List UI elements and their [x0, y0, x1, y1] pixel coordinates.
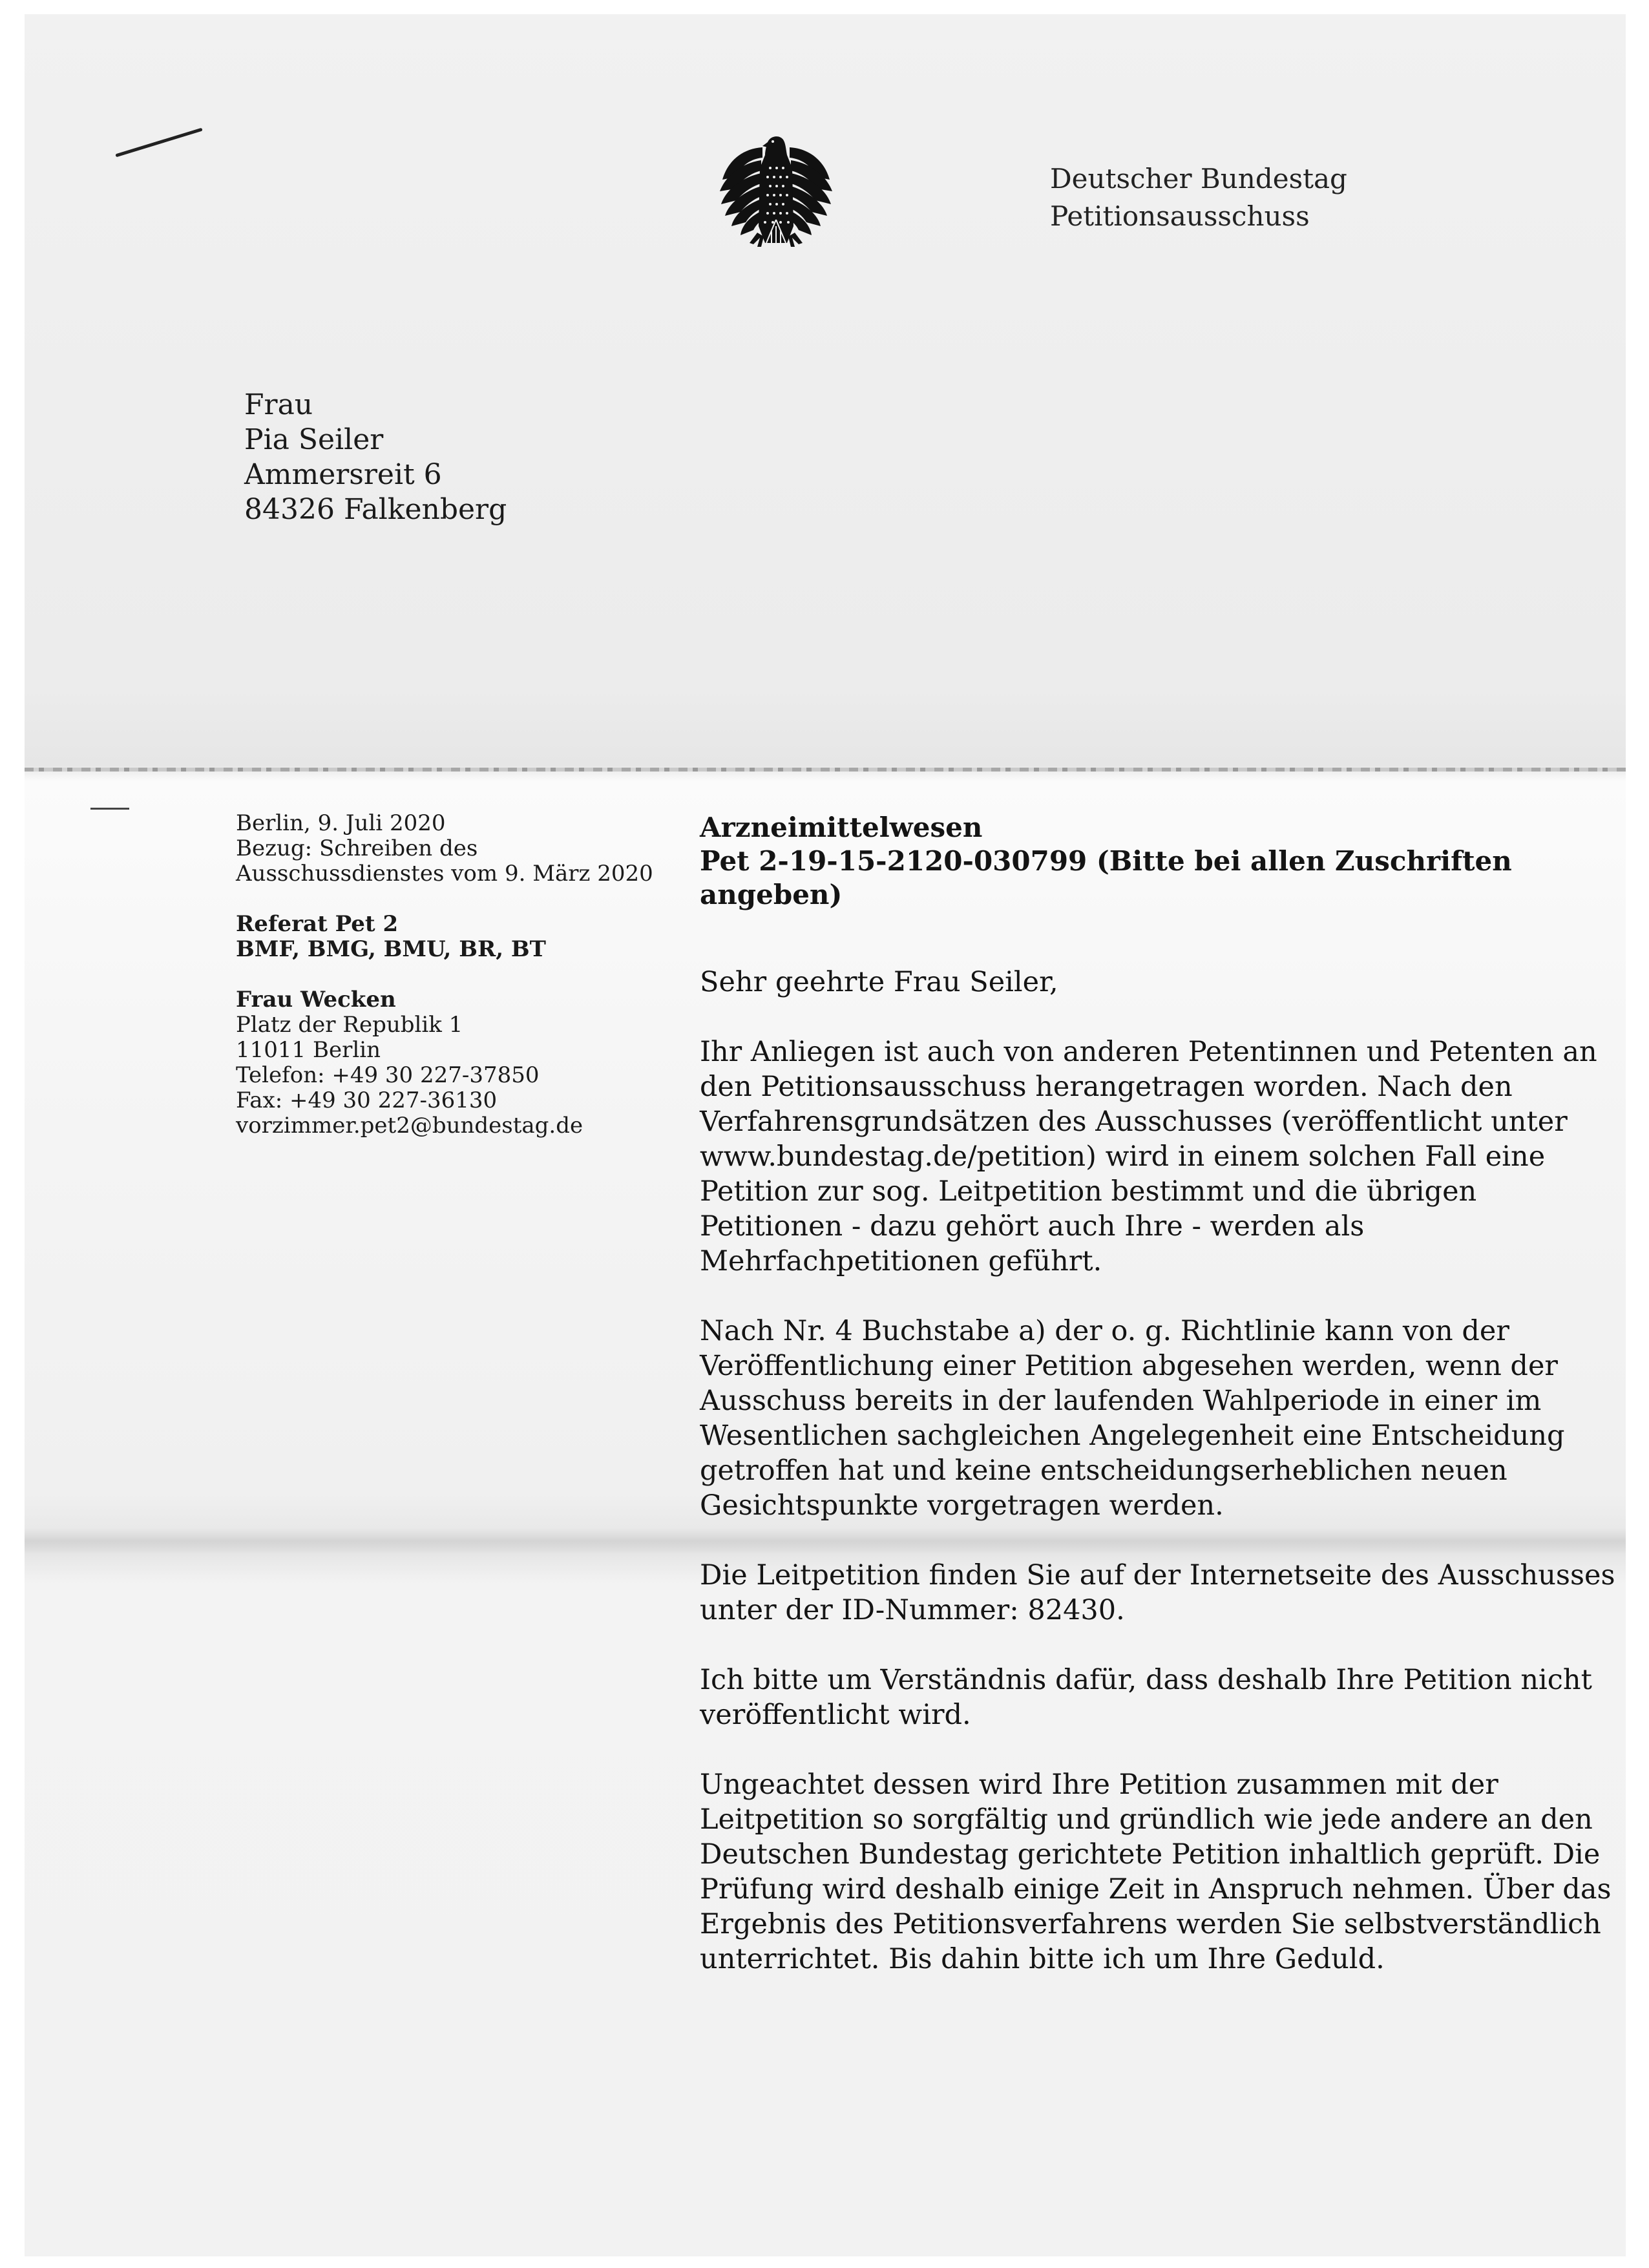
- contact-name: Frau Wecken: [236, 987, 396, 1013]
- paragraph-line: Prüfung wird deshalb einige Zeit in Anspruch nehmen. Über das: [700, 1873, 1612, 1906]
- paragraph-line: unter der ID-Nummer: 82430.: [700, 1594, 1125, 1626]
- fold-margin-mark: [90, 808, 129, 810]
- petition-reference-number: Pet 2-19-15-2120-030799 (Bitte bei allen Zuschriften angeben): [700, 845, 1512, 910]
- contact-fax: Fax: +49 30 227-36130: [236, 1087, 498, 1113]
- sender-info-column: [236, 811, 682, 1139]
- letterhead-organization-block: [1050, 160, 1347, 235]
- contact-city: 11011 Berlin: [236, 1037, 381, 1063]
- paragraph-line: Leitpetition so sorgfältig und gründlich wie jede andere an den: [700, 1803, 1593, 1836]
- paragraph-line: den Petitionsausschuss herangetragen worden. Nach den: [700, 1071, 1513, 1103]
- paragraph-line: getroffen hat und keine entscheidungserheblichen neuen: [700, 1454, 1507, 1487]
- paragraph-line: Ihr Anliegen ist auch von anderen Petentinnen und Petenten an: [700, 1036, 1597, 1068]
- paragraph-line: Deutschen Bundestag gerichtete Petition inhaltlich geprüft. Die: [700, 1838, 1601, 1871]
- reference-line: Bezug: Schreiben des: [236, 835, 478, 861]
- letter-paragraph: [700, 1767, 1612, 1977]
- paragraph-line: Die Leitpetition finden Sie auf der Internetseite des Ausschusses: [700, 1559, 1615, 1591]
- recipient-line: Ammersreit 6: [244, 458, 442, 491]
- paragraph-line: unterrichtet. Bis dahin bitte ich um Ihre Geduld.: [700, 1943, 1385, 1975]
- recipient-line: 84326 Falkenberg: [244, 493, 507, 526]
- paragraph-line: Petition zur sog. Leitpetition bestimmt und die übrigen: [700, 1175, 1477, 1208]
- recipient-line: Pia Seiler: [244, 423, 384, 456]
- paragraph-line: Ungeachtet dessen wird Ihre Petition zusammen mit der: [700, 1769, 1498, 1801]
- paragraph-line: Petitionen - dazu gehört auch Ihre - werden als: [700, 1210, 1365, 1243]
- recipient-line: Frau: [244, 388, 313, 421]
- paragraph-line: Verfahrensgrundsätzen des Ausschusses (veröffentlicht unter: [700, 1106, 1568, 1138]
- reference-line: Ausschussdienstes vom 9. März 2020: [236, 861, 653, 887]
- letter-date: Berlin, 9. Juli 2020: [236, 810, 446, 836]
- paragraph-line: Ich bitte um Verständnis dafür, dass deshalb Ihre Petition nicht: [700, 1664, 1592, 1696]
- letter-paragraph: [700, 1558, 1615, 1628]
- letter-paragraph: [700, 1663, 1604, 1732]
- contact-address: Platz der Republik 1: [236, 1012, 463, 1038]
- department-name: Petitionsausschuss: [1050, 200, 1310, 232]
- paragraph-line: Veröffentlichung einer Petition abgesehen werden, wenn der: [700, 1350, 1558, 1382]
- recipient-address: [244, 388, 507, 527]
- letter-paragraph: [700, 1034, 1604, 1279]
- department-line: BMF, BMG, BMU, BR, BT: [236, 936, 546, 962]
- paragraph-line: Nach Nr. 4 Buchstabe a) der o. g. Richtlinie kann von der: [700, 1315, 1509, 1347]
- letter-body: [700, 811, 1615, 2011]
- department-line: Referat Pet 2: [236, 911, 399, 937]
- bundesadler-eagle-icon: [703, 129, 849, 252]
- letter-paragraph: [700, 1314, 1604, 1523]
- paragraph-line: Ausschuss bereits in der laufenden Wahlperiode in einer im: [700, 1385, 1542, 1417]
- letter-paragraphs: [700, 1034, 1615, 1977]
- paragraph-line: Wesentlichen sachgleichen Angelegenheit eine Entscheidung: [700, 1420, 1565, 1452]
- paragraph-line: Ergebnis des Petitionsverfahrens werden Sie selbstverständlich: [700, 1908, 1601, 1940]
- salutation: Sehr geehrte Frau Seiler,: [700, 966, 1058, 998]
- organization-name: Deutscher Bundestag: [1050, 163, 1347, 194]
- paragraph-line: Mehrfachpetitionen geführt.: [700, 1245, 1102, 1277]
- paragraph-line: veröffentlicht wird.: [700, 1699, 971, 1731]
- letter-subject: Arzneimittelwesen: [700, 812, 983, 843]
- contact-phone: Telefon: +49 30 227-37850: [236, 1062, 540, 1088]
- contact-email: vorzimmer.pet2@bundestag.de: [236, 1113, 583, 1139]
- paragraph-line: www.bundestag.de/petition) wird in einem solchen Fall eine: [700, 1140, 1546, 1173]
- paper-fold-tear: [25, 768, 1626, 772]
- paragraph-line: Gesichtspunkte vorgetragen werden.: [700, 1489, 1224, 1522]
